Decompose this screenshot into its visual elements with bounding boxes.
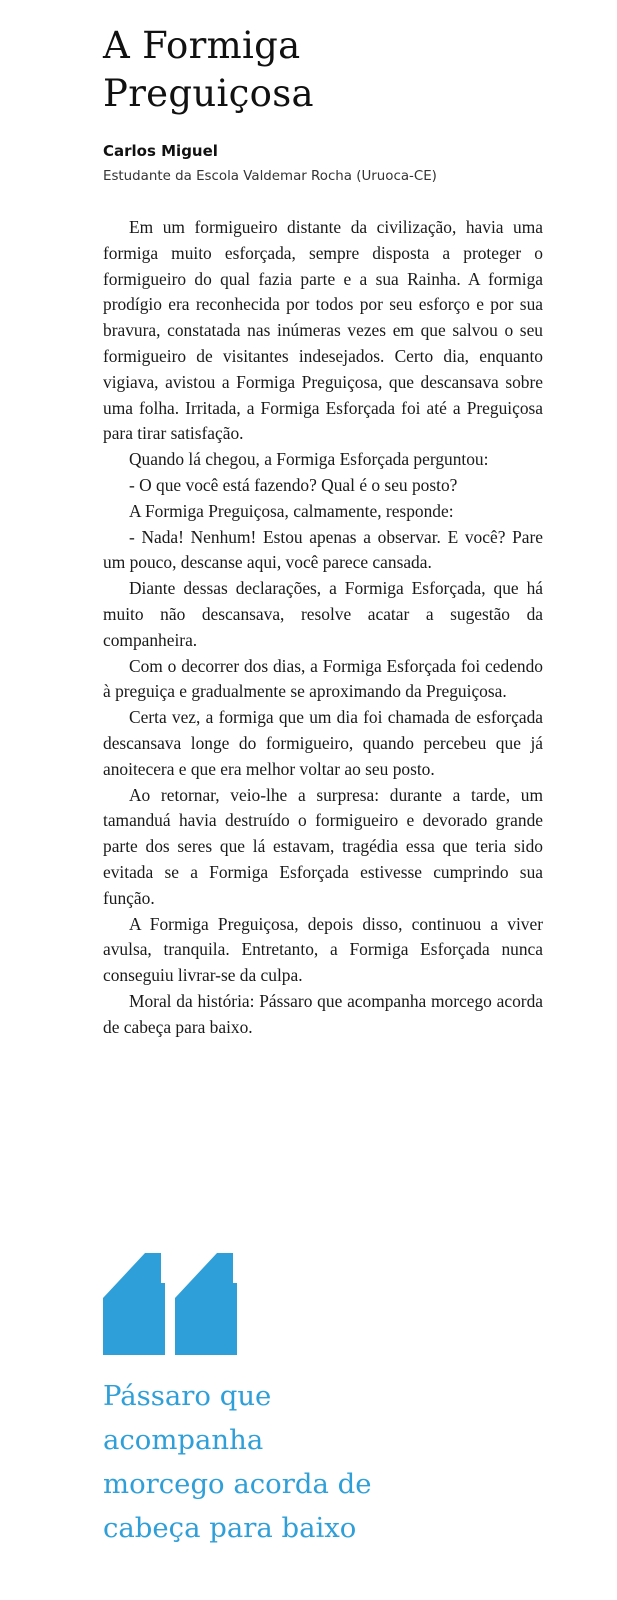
article-title-line: Preguiçosa <box>103 72 314 115</box>
pull-quote-line: cabeça para baixo <box>103 1512 357 1544</box>
body-paragraph: Com o decorrer dos dias, a Formiga Esforçada foi cedendo à preguiça e gradualmente se aproximando da Preguiçosa. <box>103 655 543 702</box>
article-title-line: A Formiga <box>103 24 301 67</box>
body-paragraph: Quando lá chegou, a Formiga Esforçada perguntou: <box>129 449 489 470</box>
body-paragraph: - O que você está fazendo? Qual é o seu posto? <box>129 474 458 495</box>
body-paragraph: Ao retornar, veio-lhe a surpresa: durante a tarde, um tamanduá havia destruído o formigueiro e devorado grande parte dos seres que lá estavam, tragédia essa que teria sido evitada se a Formiga Esforçada estivesse cumprindo sua função. <box>103 784 543 908</box>
pull-quote-line: acompanha <box>103 1424 264 1456</box>
author-affiliation: Estudante da Escola Valdemar Rocha (Uruoca-CE) <box>103 169 437 184</box>
pull-quote-line: morcego acorda de <box>103 1468 372 1500</box>
article-body <box>103 215 543 1041</box>
body-paragraph: Em um formigueiro distante da civilização, havia uma formiga muito esforçada, sempre disposta a proteger o formigueiro do qual fazia parte e a sua Rainha. A formiga prodígio era reconhecida por todos por seu esforço e por sua bravura, constatada nas inúmeras vezes em que salvou o seu formigueiro de visitantes indesejados. Certo dia, enquanto vigiava, avistou a Formiga Preguiçosa, que descansava sobre uma folha. Irritada, a Formiga Esforçada foi até a Preguiçosa para tirar satisfação. <box>103 217 543 444</box>
article-title <box>103 22 543 118</box>
quote-icon <box>103 1253 237 1360</box>
body-paragraph: Diante dessas declarações, a Formiga Esforçada, que há muito não descansava, resolve acatar a sugestão da companheira. <box>103 578 543 650</box>
body-paragraph: A Formiga Preguiçosa, depois disso, continuou a viver avulsa, tranquila. Entretanto, a Formiga Esforçada nunca conseguiu livrar-se da culpa. <box>103 913 543 986</box>
body-paragraph: A Formiga Preguiçosa, calmamente, responde: <box>129 500 454 521</box>
pull-quote-line: Pássaro que <box>103 1380 272 1412</box>
author-name: Carlos Miguel <box>103 142 218 160</box>
body-paragraph: - Nada! Nenhum! Estou apenas a observar. E você? Pare um pouco, descanse aqui, você parece cansada. <box>103 526 543 573</box>
body-paragraph: Moral da história: Pássaro que acompanha morcego acorda de cabeça para baixo. <box>103 990 543 1037</box>
body-paragraph: Certa vez, a formiga que um dia foi chamada de esforçada descansava longe do formigueiro, quando percebeu que já anoitecera e que era melhor voltar ao seu posto. <box>103 707 543 779</box>
pull-quote <box>103 1374 543 1550</box>
